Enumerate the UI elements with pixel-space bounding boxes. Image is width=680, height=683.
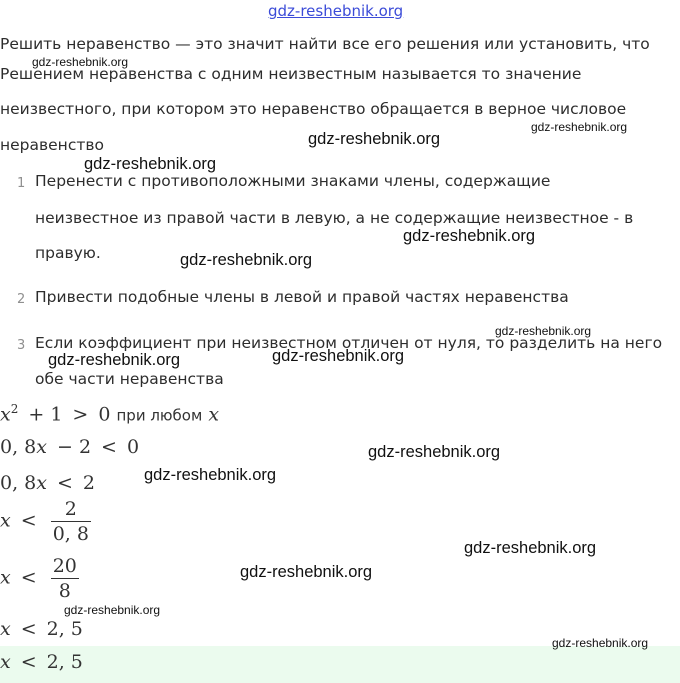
solution-line-3 <box>0 472 95 494</box>
watermark: gdz-reshebnik.org <box>64 603 161 617</box>
step-3-line-1: Если коэффициент при неизвестном отличен от нуля, то разделить на него <box>35 334 663 352</box>
fraction-bar <box>51 578 79 579</box>
watermark: gdz-reshebnik.org <box>403 227 536 245</box>
fraction-denominator: 8 <box>58 580 71 602</box>
step-number: 1 <box>17 176 26 191</box>
math-variable: x <box>0 651 11 673</box>
fraction-denominator: 0, 8 <box>52 523 89 545</box>
intro-line-4: неравенство <box>0 136 104 154</box>
intro-line-2: Решением неравенства с одним неизвестным называется то значение <box>0 65 582 83</box>
solution-line-1 <box>0 402 219 425</box>
math-variable: x <box>0 618 11 640</box>
math-term: − 2 <box>56 436 92 458</box>
solution-line-4 <box>0 498 91 545</box>
math-rhs: 2, 5 <box>46 618 83 640</box>
step-1-line-2: неизвестное из правой части в левую, а не содержащие неизвестное - в <box>35 209 634 227</box>
math-rhs: 2 <box>82 472 95 494</box>
solution-line-6 <box>0 618 83 640</box>
solution-line-2 <box>0 436 139 458</box>
math-note: при любом <box>116 406 203 425</box>
math-variable: x <box>0 403 11 426</box>
step-1-line-1: Перенести с противоположными знаками члены, содержащие <box>35 172 551 190</box>
math-rhs: 0 <box>126 436 140 458</box>
fraction-numerator: 2 <box>64 498 77 520</box>
watermark: gdz-reshebnik.org <box>272 347 405 365</box>
math-operator: < <box>20 651 37 673</box>
math-operator: < <box>20 566 37 589</box>
site-title-link[interactable]: gdz-reshebnik.org <box>268 2 404 20</box>
math-coefficient: 0, 8 <box>0 472 37 494</box>
math-variable: x <box>36 472 47 494</box>
answer-line <box>0 651 83 673</box>
watermark: gdz-reshebnik.org <box>531 120 628 134</box>
step-3-line-2: обе части неравенства <box>35 370 224 388</box>
math-operator: > <box>72 403 89 426</box>
math-operator: < <box>20 618 37 640</box>
math-operator: < <box>56 472 73 494</box>
watermark: gdz-reshebnik.org <box>144 466 277 484</box>
fraction-numerator: 20 <box>52 555 77 577</box>
watermark: gdz-reshebnik.org <box>495 324 592 338</box>
watermark: gdz-reshebnik.org <box>464 539 597 557</box>
math-exponent: 2 <box>10 402 19 416</box>
math-operator: < <box>20 509 37 532</box>
step-number: 3 <box>17 338 26 353</box>
step-number: 2 <box>17 292 26 307</box>
watermark: gdz-reshebnik.org <box>552 636 649 650</box>
watermark: gdz-reshebnik.org <box>240 563 373 581</box>
math-operator: < <box>101 436 117 458</box>
math-variable: x <box>208 403 220 426</box>
math-term: + 1 <box>28 403 63 426</box>
watermark: gdz-reshebnik.org <box>32 55 129 69</box>
math-variable: x <box>36 436 47 458</box>
math-fraction <box>51 555 79 602</box>
math-variable: x <box>0 566 11 589</box>
watermark: gdz-reshebnik.org <box>84 155 217 173</box>
watermark: gdz-reshebnik.org <box>180 251 313 269</box>
watermark: gdz-reshebnik.org <box>308 130 441 148</box>
math-fraction <box>51 498 91 545</box>
math-rhs: 0 <box>98 403 111 426</box>
step-1-line-3: правую. <box>35 244 101 262</box>
solution-line-5 <box>0 555 79 602</box>
fraction-bar <box>51 521 91 522</box>
intro-line-3: неизвестного, при котором это неравенство обращается в верное числовое <box>0 100 627 118</box>
math-variable: x <box>0 509 11 532</box>
watermark: gdz-reshebnik.org <box>48 351 181 369</box>
math-coefficient: 0, 8 <box>0 436 37 458</box>
answer-box <box>0 646 680 683</box>
watermark: gdz-reshebnik.org <box>368 443 501 461</box>
math-rhs: 2, 5 <box>46 651 83 673</box>
step-2-line-1: Привести подобные члены в левой и правой частях неравенства <box>35 288 569 306</box>
intro-line-1: Решить неравенство — это значит найти все его решения или установить, что <box>0 35 650 53</box>
